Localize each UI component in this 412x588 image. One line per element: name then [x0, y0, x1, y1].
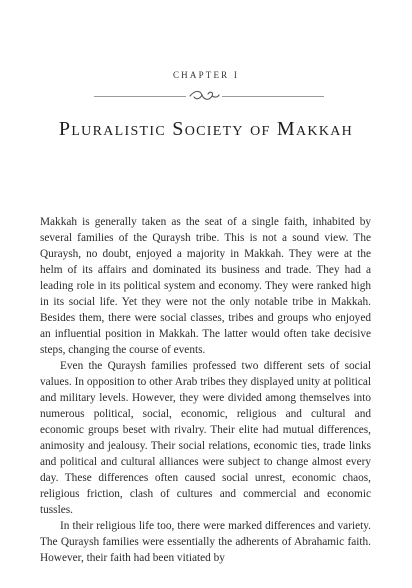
left-rule-divider [94, 96, 186, 97]
paragraph-1: Makkah is generally taken as the seat of a single faith, inhabited by several families of the Quraysh tribe. This is not a sound view. The Quraysh, no doubt, enjoyed a majority in Makkah. They were at the helm of its affairs and dominated its business and trade. They had a leading role in its political system and economy. They were ranked high in its social life. Yet they were not the only notable tribe in Makkah. Besides them, there were social classes, tribes and groups who enjoyed an influential position in Makkah. The latter would often take decisive steps, changing the course of events. [40, 216, 371, 356]
paragraph-3: In their religious life too, there were marked differences and variety. The Quraysh families were essentially the adherents of Abrahamic faith. However, their faith had been vitiated by [40, 520, 371, 564]
swash-ornament-icon [188, 89, 220, 103]
body-text [40, 214, 371, 566]
chapter-title: Pluralistic Society of Makkah [58, 118, 354, 140]
paragraph-2: Even the Quraysh families professed two different sets of social values. In opposition to other Arab tribes they displayed unity at political and military levels. However, they were divided among themselves into numerous political, social, economic, religious and cultural and economic groups beset with rivalry. Their elite had mutual differences, animosity and jealousy. Their social relations, economic ties, trade links and political and cultural alliances were subject to change almost every day. These differences often caused social unrest, economic chaos, religious friction, clash of cultures and commercial and economic tussles. [40, 360, 371, 516]
chapter-label: CHAPTER I [172, 70, 240, 80]
right-rule-divider [222, 96, 324, 97]
